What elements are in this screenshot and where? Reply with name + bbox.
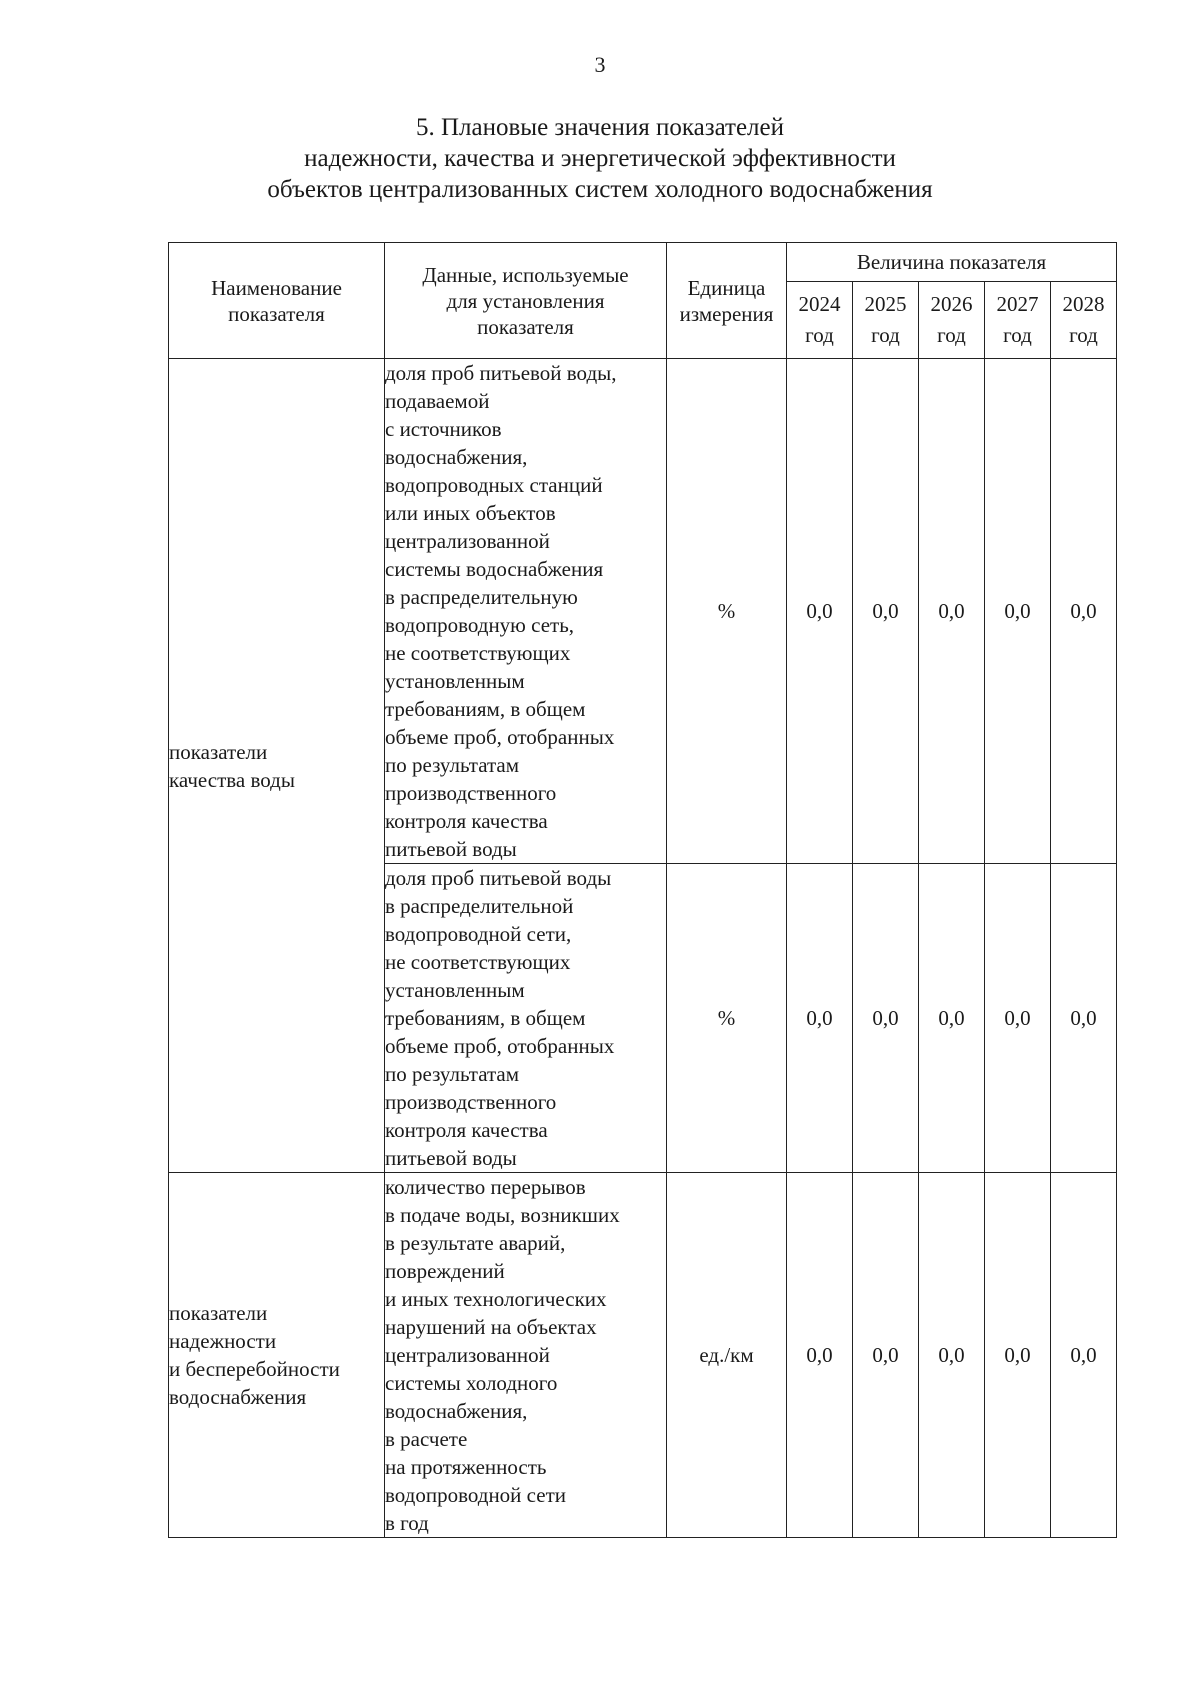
header-year-2026: 2026 год [919,282,985,359]
indicator-group-name: показатели качества воды [169,359,385,1173]
header-indicator-name: Наименование показателя [169,243,385,359]
indicators-table [168,242,1117,1538]
title-line: 5. Плановые значения показателей [415,114,785,141]
value-2028: 0,0 [1051,864,1117,1173]
header-unit: Единица измерения [667,243,787,359]
value-2028: 0,0 [1051,359,1117,864]
value-2025: 0,0 [853,359,919,864]
value-2026: 0,0 [919,864,985,1173]
value-2026: 0,0 [919,359,985,864]
indicator-group-name: показатели надежности и бесперебойности водоснабжения [169,1173,385,1538]
header-year-2028: 2028 год [1051,282,1117,359]
value-2027: 0,0 [985,359,1051,864]
value-2028: 0,0 [1051,1173,1117,1538]
value-2024: 0,0 [787,359,853,864]
value-2025: 0,0 [853,1173,919,1538]
header-year-2025: 2025 год [853,282,919,359]
value-2025: 0,0 [853,864,919,1173]
title-line: объектов централизованных систем холодного водоснабжения [267,176,933,203]
indicator-data-description: доля проб питьевой воды в распределительной водопроводной сети, не соответствующих установленным требованиям, в общем объеме проб, отобранных по результатам производственного контроля качества питьевой воды [385,864,667,1173]
value-2027: 0,0 [985,864,1051,1173]
title-line: надежности, качества и энергетической эффективности [304,145,896,172]
header-year-2024: 2024 год [787,282,853,359]
value-2027: 0,0 [985,1173,1051,1538]
header-data-used: Данные, используемые для установления показателя [385,243,667,359]
indicator-unit: % [667,359,787,864]
table-row [169,1173,1117,1538]
document-title [0,112,1200,205]
indicator-data-description: доля проб питьевой воды, подаваемой с источников водоснабжения, водопроводных станций или иных объектов централизованной системы водоснабжения в распределительную водопроводную сеть, не соответствующих установленным требованиям, в общем объеме проб, отобранных по результатам производственного контроля качества питьевой воды [385,359,667,864]
indicator-data-description: количество перерывов в подаче воды, возникших в результате аварий, повреждений и иных технологических нарушений на объектах централизованной системы холодного водоснабжения, в расчете на протяженность водопроводной сети в год [385,1173,667,1538]
indicator-unit: % [667,864,787,1173]
header-year-2027: 2027 год [985,282,1051,359]
value-2026: 0,0 [919,1173,985,1538]
header-indicator-value: Величина показателя [787,243,1117,282]
table-row [169,359,1117,864]
value-2024: 0,0 [787,1173,853,1538]
indicator-unit: ед./км [667,1173,787,1538]
page-number: 3 [594,52,606,77]
value-2024: 0,0 [787,864,853,1173]
